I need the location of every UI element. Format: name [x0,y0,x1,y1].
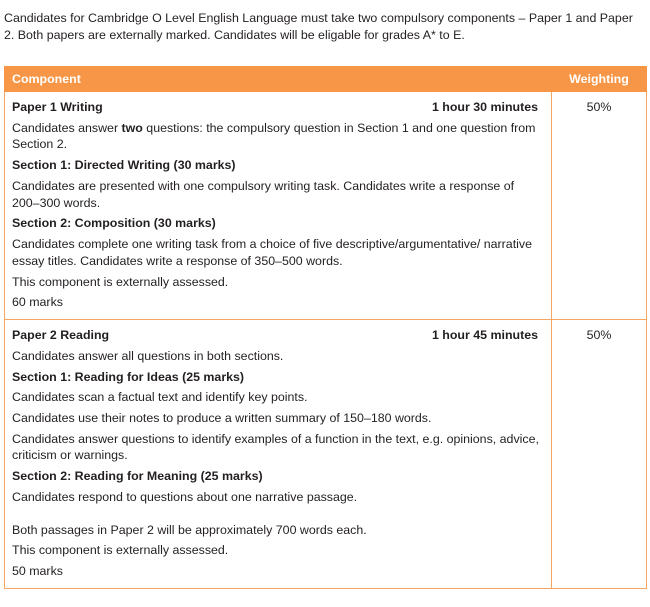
header-component: Component [5,67,552,92]
paper1-section2-title: Section 2: Composition (30 marks) [12,216,216,231]
components-table [4,66,647,589]
header-weighting: Weighting [552,67,647,92]
paper2-description [5,320,552,589]
table-row-paper2 [5,320,647,589]
paper1-weighting: 50% [552,92,647,320]
paper2-weighting: 50% [552,320,647,589]
paper2-passages: Both passages in Paper 2 will be approximately 700 words each. [12,522,367,537]
paper2-intro: Candidates answer all questions in both sections. [12,348,284,363]
paper1-section1-title: Section 1: Directed Writing (30 marks) [12,158,236,173]
paper2-section2-text: Candidates respond to questions about one narrative passage. [12,489,358,504]
paper2-section2-title: Section 2: Reading for Meaning (25 marks) [12,469,263,484]
paper1-intro [12,120,544,153]
paper2-section1-text2: Candidates use their notes to produce a written summary of 150–180 words. [12,411,432,426]
paper1-intro-bold: two [121,120,143,135]
paper2-heading [12,327,544,344]
paper1-title: Paper 1 Writing [12,100,103,114]
paper2-assessed: This component is externally assessed. [12,543,229,558]
paper2-section1-text3: Candidates answer questions to identify examples of a function in the text, e.g. opinions, advice, criticism or warnings. [12,431,539,463]
paper1-duration: 1 hour 30 minutes [431,100,538,114]
paper2-section1-text1: Candidates scan a factual text and identify key points. [12,390,308,405]
paper2-section1-title: Section 1: Reading for Ideas (25 marks) [12,369,245,384]
paper1-section2-text: Candidates complete one writing task from a choice of five descriptive/argumentative/ narrative essay titles. Candidates write a response of 350–500 words. [12,237,532,268]
intro-text: Candidates for Cambridge O Level English Language must take two compulsory components – Paper 1 and Paper 2. Both papers are externally marked. Candidates will be eligable for grades A* to E. [4,11,633,42]
paper1-assessed: This component is externally assessed. [12,274,229,289]
paper1-description [5,92,552,320]
spacer [12,510,544,522]
paper1-marks: 60 marks [12,295,63,310]
paper2-marks: 50 marks [12,564,63,579]
table-row-paper1 [5,92,647,320]
paper2-title: Paper 2 Reading [12,328,110,343]
intro-paragraph [4,10,644,43]
table-header-row [5,67,647,92]
paper1-section1-text: Candidates are presented with one compulsory writing task. Candidates write a response of 200–300 words. [12,178,515,210]
paper1-intro-pre: Candidates answer [12,120,122,135]
paper2-duration: 1 hour 45 minutes [431,328,538,343]
paper1-intro-post: questions: the compulsory question in Section 1 and one question from Section 2. [12,120,536,152]
paper1-heading [12,99,544,116]
